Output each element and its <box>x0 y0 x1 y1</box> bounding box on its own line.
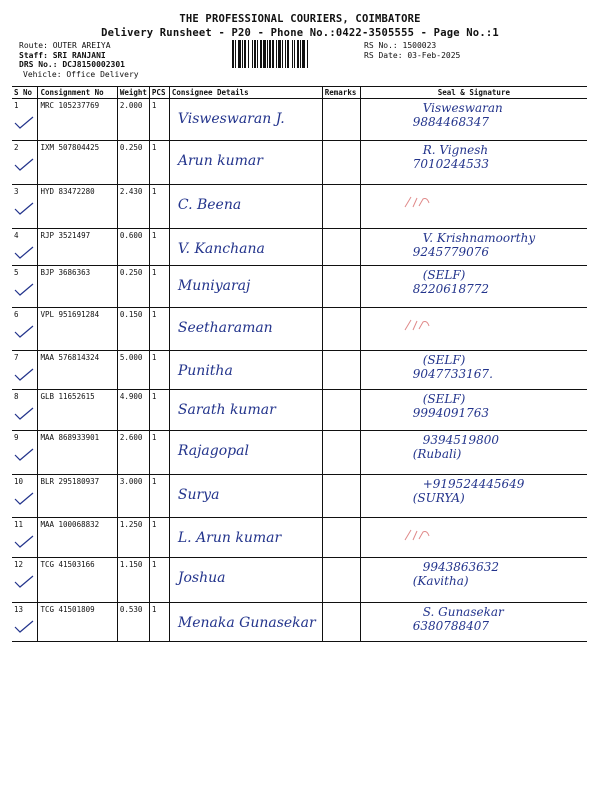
consignee-cell <box>169 475 322 518</box>
vehicle-line: Vehicle: Office Delivery <box>23 69 139 79</box>
barcode-bar <box>300 40 301 68</box>
scribble-mark <box>363 310 585 335</box>
remarks-cell <box>322 518 360 558</box>
sno-cell <box>12 99 38 141</box>
checkmark-icon <box>14 116 35 132</box>
consignment-no: MAA 576814324 <box>38 351 117 390</box>
consignee-name: Muniyaraj <box>177 278 251 294</box>
weight-value: 0.150 <box>117 308 149 351</box>
rs-info <box>364 41 460 60</box>
consignee-cell <box>169 431 322 475</box>
remarks-cell <box>322 351 360 390</box>
remarks-cell <box>322 475 360 518</box>
sno-value: 10 <box>14 477 24 486</box>
consignment-no: RJP 3521497 <box>38 229 117 266</box>
barcode-bar <box>238 40 241 68</box>
table-row <box>12 266 587 308</box>
signature-text: (SELF) <box>422 392 466 406</box>
consignment-no: TCG 41503166 <box>38 558 117 603</box>
table-row <box>12 518 587 558</box>
route-info <box>19 41 139 79</box>
signature-phone: 7010244533 <box>412 157 490 171</box>
remarks-cell <box>322 266 360 308</box>
sno-value: 3 <box>14 187 19 196</box>
consignee-name: Joshua <box>177 570 226 586</box>
consignee-name: Sarath kumar <box>177 402 276 418</box>
consignee-cell <box>169 229 322 266</box>
consignment-no: BJP 3686363 <box>38 266 117 308</box>
signature-text: 9394519800 <box>422 433 500 447</box>
pcs-value: 1 <box>149 475 169 518</box>
col-remarks: Remarks <box>322 87 360 99</box>
signature-phone: 8220618772 <box>412 282 490 296</box>
signature-phone: (Rubali) <box>412 447 462 461</box>
signature-text: +919524445649 <box>422 477 525 491</box>
table-row <box>12 141 587 185</box>
signature-cell <box>360 308 587 351</box>
consignee-cell <box>169 518 322 558</box>
scribble-mark <box>363 187 585 212</box>
consignee-name: Visweswaran J. <box>177 111 285 127</box>
consignee-cell <box>169 390 322 431</box>
consignee-cell <box>169 351 322 390</box>
barcode-bar <box>282 40 283 68</box>
barcode-bar <box>257 40 258 68</box>
consignee-cell <box>169 558 322 603</box>
pcs-value: 1 <box>149 518 169 558</box>
remarks-cell <box>322 558 360 603</box>
sno-cell <box>12 229 38 266</box>
consignment-no: MRC 105237769 <box>38 99 117 141</box>
signature-text: (SELF) <box>422 268 466 282</box>
consignee-name: C. Beena <box>177 197 242 213</box>
weight-value: 3.000 <box>117 475 149 518</box>
remarks-cell <box>322 390 360 431</box>
table-row <box>12 351 587 390</box>
barcode-bar <box>235 40 236 68</box>
table-row <box>12 229 587 266</box>
sno-cell <box>12 518 38 558</box>
signature-cell <box>360 185 587 229</box>
barcode-bar <box>252 40 253 68</box>
barcode-bar <box>276 40 277 68</box>
col-consignment: Consignment No <box>38 87 117 99</box>
barcode-bar <box>297 40 299 68</box>
signature-cell <box>360 351 587 390</box>
barcode-bar <box>294 40 295 68</box>
consignee-cell <box>169 141 322 185</box>
courier-company-title: THE PROFESSIONAL COURIERS, COIMBATORE <box>179 13 421 25</box>
checkmark-icon <box>14 202 35 218</box>
weight-value: 0.530 <box>117 603 149 642</box>
rs-date: RS Date: 03-Feb-2025 <box>364 50 461 60</box>
consignment-no: HYD 83472280 <box>38 185 117 229</box>
weight-value: 5.000 <box>117 351 149 390</box>
barcode-bar <box>292 40 293 68</box>
pcs-value: 1 <box>149 266 169 308</box>
pcs-value: 1 <box>149 558 169 603</box>
weight-value: 0.600 <box>117 229 149 266</box>
checkmark-icon <box>14 535 35 551</box>
sno-value: 7 <box>14 353 19 362</box>
signature-cell <box>360 229 587 266</box>
signature-phone: (Kavitha) <box>412 574 469 588</box>
weight-value: 4.900 <box>117 390 149 431</box>
rs-number: RS No.: 1500023 <box>364 41 437 50</box>
barcode-bar <box>244 40 246 68</box>
pcs-value: 1 <box>149 99 169 141</box>
consignee-name: Arun kumar <box>177 153 263 169</box>
scribble-mark <box>363 520 585 545</box>
sno-value: 4 <box>14 231 19 240</box>
route-line: Route: OUTER AREIYA <box>19 41 111 50</box>
barcode-bar <box>254 40 256 68</box>
checkmark-icon <box>14 158 35 174</box>
barcode-bar <box>242 40 243 68</box>
table-row <box>12 308 587 351</box>
sno-cell <box>12 390 38 431</box>
consignment-no: MAA 868933901 <box>38 431 117 475</box>
pcs-value: 1 <box>149 308 169 351</box>
col-sno: S No <box>12 87 38 99</box>
signature-cell <box>360 390 587 431</box>
sno-value: 5 <box>14 268 19 277</box>
consignee-name: Rajagopal <box>177 443 249 459</box>
weight-value: 1.150 <box>117 558 149 603</box>
barcode-bar <box>232 40 234 68</box>
signature-phone: 9245779076 <box>412 245 490 259</box>
runsheet-table <box>12 86 587 642</box>
pcs-value: 1 <box>149 185 169 229</box>
pcs-value: 1 <box>149 431 169 475</box>
signature-cell <box>360 141 587 185</box>
table-row <box>12 475 587 518</box>
consignment-no: IXM 507804425 <box>38 141 117 185</box>
signature-text: Visweswaran <box>422 101 503 115</box>
barcode-bar <box>287 40 289 68</box>
signature-cell <box>360 99 587 141</box>
sno-cell <box>12 431 38 475</box>
pcs-value: 1 <box>149 141 169 185</box>
consignee-cell <box>169 185 322 229</box>
sno-value: 12 <box>14 560 24 569</box>
weight-value: 1.250 <box>117 518 149 558</box>
table-row <box>12 99 587 141</box>
signature-phone: 9884468347 <box>412 115 490 129</box>
pcs-value: 1 <box>149 390 169 431</box>
consignee-cell <box>169 266 322 308</box>
staff-line: Staff: SRI RANJANI <box>19 50 106 60</box>
col-weight: Weight <box>117 87 149 99</box>
signature-text: R. Vignesh <box>422 143 489 157</box>
consignee-name: Surya <box>177 487 220 503</box>
signature-text: V. Krishnamoorthy <box>422 231 536 245</box>
consignment-no: MAA 100068832 <box>38 518 117 558</box>
signature-phone: (SURYA) <box>412 491 465 505</box>
col-pcs: PCS <box>149 87 169 99</box>
sno-cell <box>12 351 38 390</box>
weight-value: 2.600 <box>117 431 149 475</box>
pcs-value: 1 <box>149 229 169 266</box>
barcode-bar <box>260 40 262 68</box>
checkmark-icon <box>14 448 35 464</box>
remarks-cell <box>322 431 360 475</box>
col-signature: Seal & Signature <box>360 87 587 99</box>
remarks-cell <box>322 229 360 266</box>
sno-cell <box>12 308 38 351</box>
consignee-name: Punitha <box>177 363 233 379</box>
sno-cell <box>12 475 38 518</box>
sno-cell <box>12 141 38 185</box>
barcode-bar <box>285 40 286 68</box>
remarks-cell <box>322 185 360 229</box>
barcode-bar <box>269 40 271 68</box>
barcode-bar <box>278 40 281 68</box>
signature-phone: 9047733167. <box>412 367 493 381</box>
consignee-name: L. Arun kumar <box>177 530 282 546</box>
sno-value: 11 <box>14 520 24 529</box>
weight-value: 2.000 <box>117 99 149 141</box>
checkmark-icon <box>14 575 35 591</box>
sno-value: 1 <box>14 101 19 110</box>
signature-cell <box>360 558 587 603</box>
barcode-bar <box>248 40 249 68</box>
consignment-no: VPL 951691284 <box>38 308 117 351</box>
weight-value: 2.430 <box>117 185 149 229</box>
remarks-cell <box>322 99 360 141</box>
sno-value: 6 <box>14 310 19 319</box>
checkmark-icon <box>14 283 35 299</box>
barcode-image <box>232 40 350 68</box>
remarks-cell <box>322 141 360 185</box>
remarks-cell <box>322 603 360 642</box>
table-row <box>12 390 587 431</box>
sno-value: 2 <box>14 143 19 152</box>
checkmark-icon <box>14 246 35 262</box>
barcode-bar <box>272 40 274 68</box>
checkmark-icon <box>14 407 35 423</box>
signature-phone: 6380788407 <box>412 619 490 633</box>
col-consignee: Consignee Details <box>169 87 322 99</box>
drs-line: DRS No.: DCJ8150002301 <box>19 60 125 69</box>
signature-text: 9943863632 <box>422 560 500 574</box>
signature-text: S. Gunasekar <box>422 605 504 619</box>
consignee-name: V. Kanchana <box>177 241 265 257</box>
remarks-cell <box>322 308 360 351</box>
consignee-cell <box>169 308 322 351</box>
pcs-value: 1 <box>149 351 169 390</box>
sno-cell <box>12 185 38 229</box>
signature-cell <box>360 603 587 642</box>
sno-cell <box>12 558 38 603</box>
barcode-bar <box>307 40 308 68</box>
barcode-bar <box>267 40 268 68</box>
weight-value: 0.250 <box>117 266 149 308</box>
consignee-name: Menaka Gunasekar <box>177 615 316 631</box>
table-header-row <box>12 87 587 99</box>
signature-cell <box>360 475 587 518</box>
consignee-name: Seetharaman <box>177 320 273 336</box>
sno-value: 8 <box>14 392 19 401</box>
table-row <box>12 431 587 475</box>
signature-text: (SELF) <box>422 353 466 367</box>
table-row <box>12 603 587 642</box>
checkmark-icon <box>14 325 35 341</box>
barcode-bar <box>263 40 266 68</box>
barcode-bar <box>302 40 305 68</box>
checkmark-icon <box>14 620 35 636</box>
weight-value: 0.250 <box>117 141 149 185</box>
consignment-no: TCG 41501809 <box>38 603 117 642</box>
signature-cell <box>360 266 587 308</box>
consignment-no: GLB 11652615 <box>38 390 117 431</box>
signature-phone: 9994091763 <box>412 406 490 420</box>
table-row <box>12 185 587 229</box>
consignment-no: BLR 295180937 <box>38 475 117 518</box>
sno-value: 9 <box>14 433 19 442</box>
checkmark-icon <box>14 492 35 508</box>
sno-value: 13 <box>14 605 24 614</box>
runsheet-subtitle: Delivery Runsheet - P20 - Phone No.:0422-3505555 - Page No.:1 <box>101 27 499 39</box>
consignee-cell <box>169 99 322 141</box>
checkmark-icon <box>14 368 35 384</box>
signature-cell <box>360 431 587 475</box>
table-row <box>12 558 587 603</box>
sno-cell <box>12 266 38 308</box>
pcs-value: 1 <box>149 603 169 642</box>
signature-cell <box>360 518 587 558</box>
consignee-cell <box>169 603 322 642</box>
sno-cell <box>12 603 38 642</box>
